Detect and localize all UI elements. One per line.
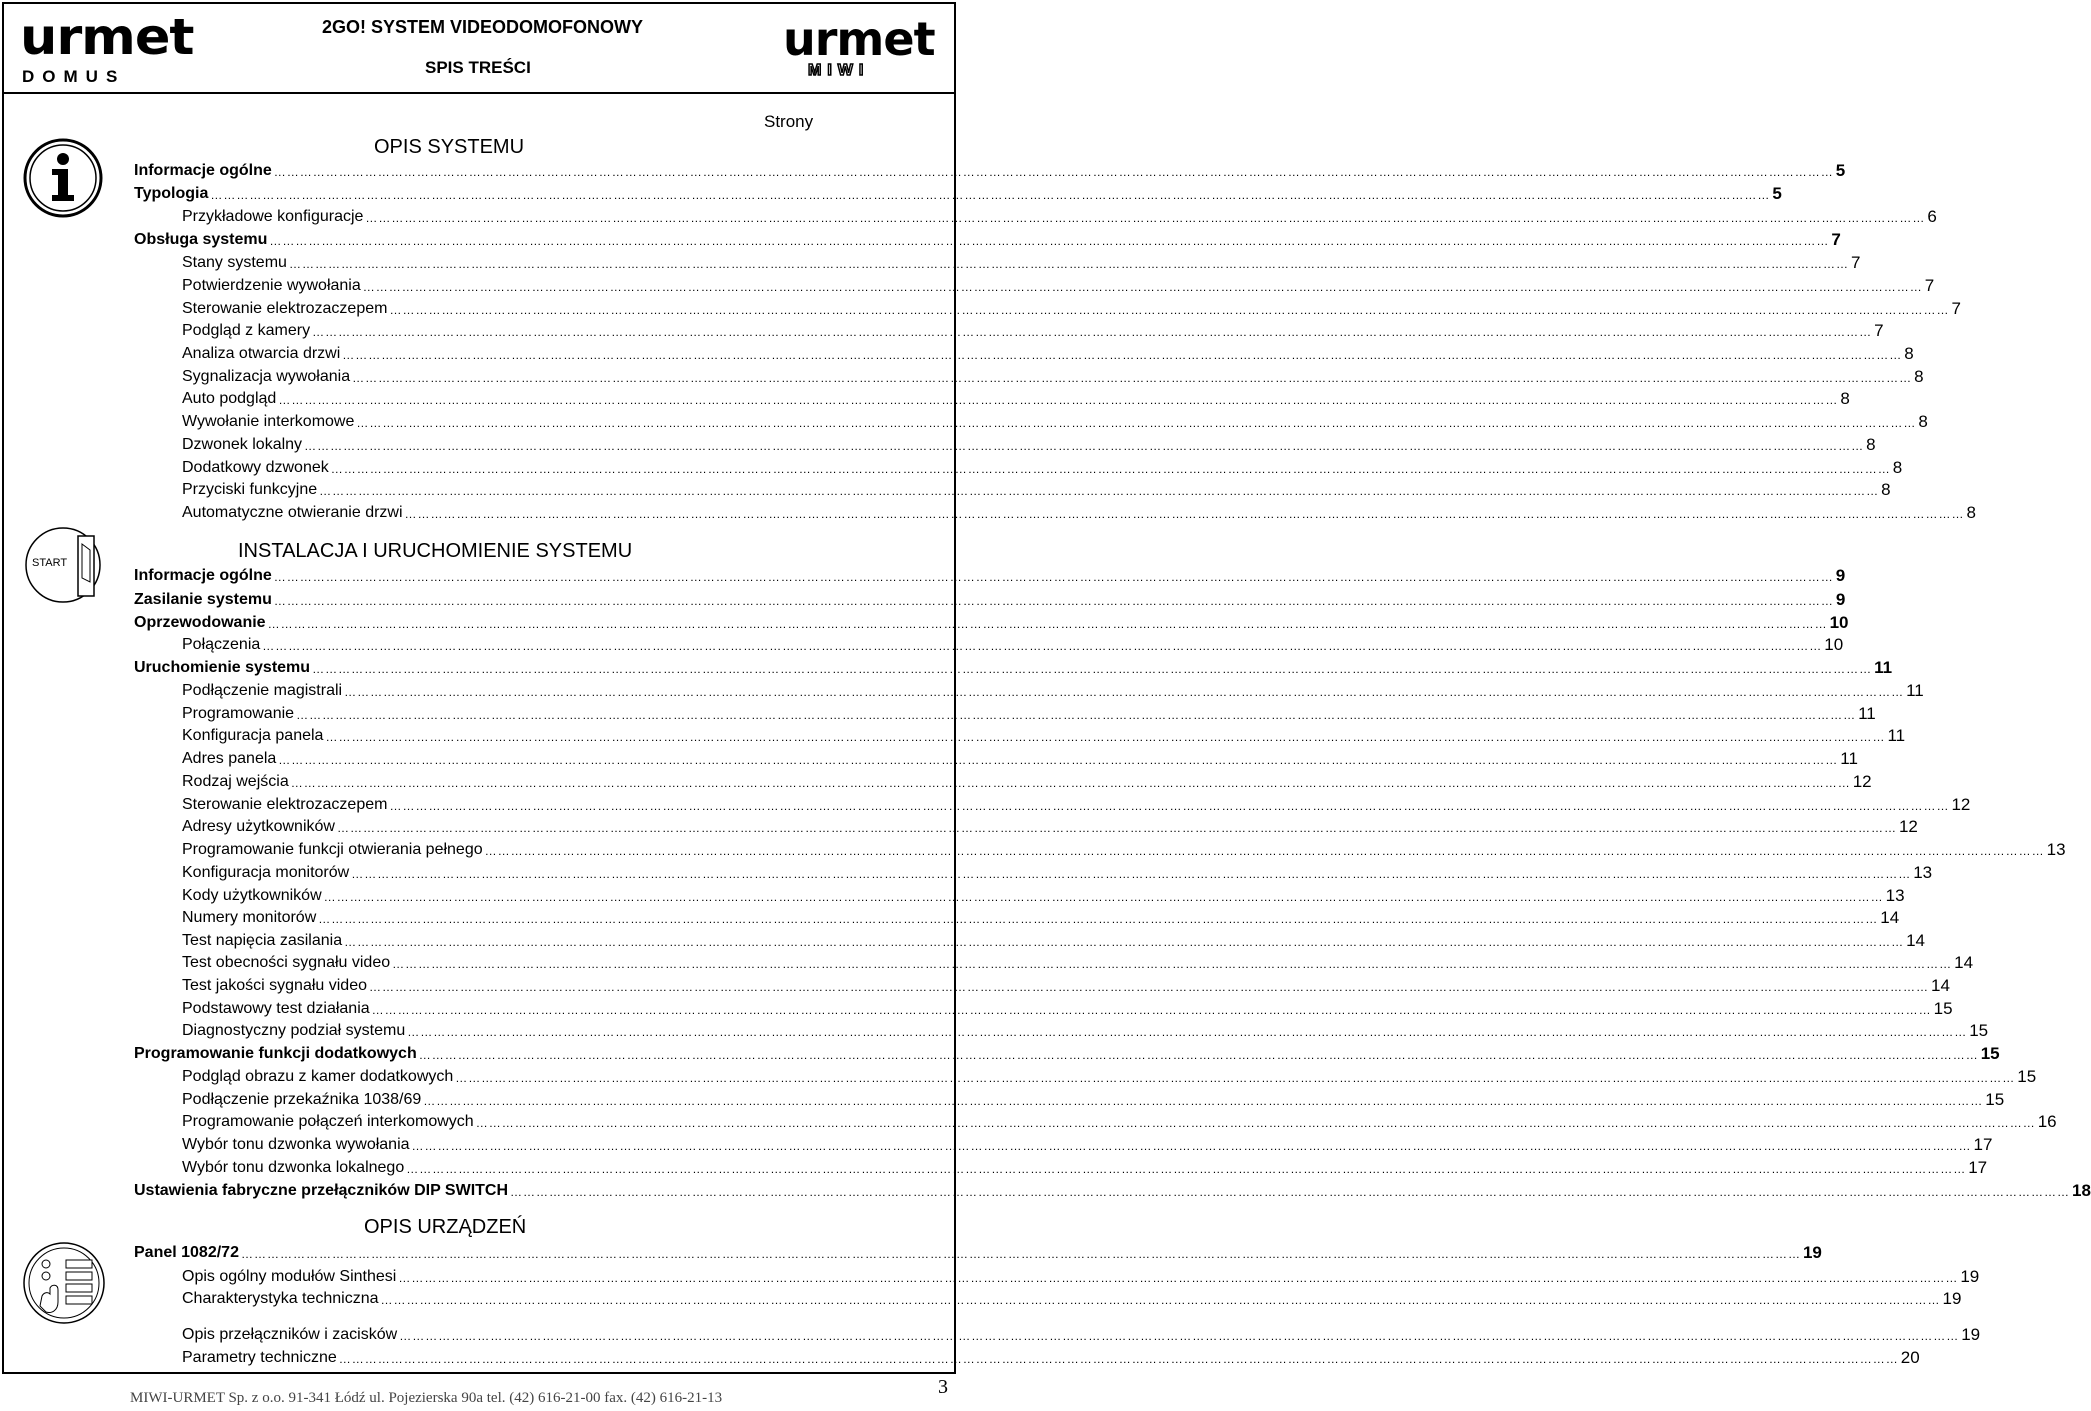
toc-entry-label: Obsługa systemu [134, 231, 268, 248]
toc-leader-dots: ……………………………………………………………………………………………………………………………………………………………………………………………………………………………………………………………………………………………………………………………… [338, 1352, 1899, 1366]
toc-entry-label: Auto podgląd [182, 390, 277, 407]
toc-entry-label: Połączenia [182, 636, 261, 653]
toc-entry[interactable] [182, 1109, 2057, 1131]
toc-entry[interactable] [182, 250, 1861, 272]
toc-entry[interactable] [182, 1064, 2037, 1086]
start-switch-icon [22, 526, 104, 604]
toc-entry[interactable] [134, 227, 1841, 249]
toc-leader-dots: ……………………………………………………………………………………………………………………………………………………………………………………………………………………………………………………………………………………………………………………………… [399, 1329, 1960, 1343]
toc-entry-label: Opis ogólny modułów Sinthesi [182, 1268, 397, 1285]
toc-entry[interactable] [134, 1178, 2091, 1200]
toc-leader-dots: ……………………………………………………………………………………………………………………………………………………………………………………………………………………………………………………………………………………………………………………………… [362, 280, 1923, 294]
toc-entry[interactable] [182, 1155, 1988, 1177]
toc-entry-page: 8 [1918, 412, 1928, 431]
toc-entry-page: 7 [1874, 321, 1884, 340]
toc-leader-dots: ……………………………………………………………………………………………………………………………………………………………………………………………………………………………………………………………………………………………………………………………… [365, 211, 1926, 225]
toc-entry-label: Rodzaj wejścia [182, 773, 289, 790]
toc-leader-dots: ……………………………………………………………………………………………………………………………………………………………………………………………………………………………………………………………………………………………………………………………… [312, 662, 1873, 676]
toc-entry[interactable] [182, 1322, 1981, 1344]
toc-entry-page: 7 [1924, 276, 1935, 295]
toc-entry-page: 19 [1961, 1325, 1981, 1344]
toc-leader-dots: ……………………………………………………………………………………………………………………………………………………………………………………………………………………………………………………………………………………………………………………………… [351, 867, 1912, 881]
toc-entry-page: 14 [1930, 976, 1950, 995]
toc-entry-page: 17 [1973, 1135, 1993, 1154]
toc-entry[interactable] [182, 746, 1858, 768]
toc-entry-page: 14 [1906, 931, 1926, 950]
toc-entry-page: 12 [1951, 795, 1971, 814]
toc-entry[interactable] [134, 610, 1849, 632]
toc-entry[interactable] [182, 678, 1924, 700]
toc-entry[interactable] [182, 273, 1935, 295]
toc-entry-page: 8 [1840, 389, 1850, 408]
toc-leader-dots: ……………………………………………………………………………………………………………………………………………………………………………………………………………………………………………………………………………………………………………………………… [380, 1293, 1941, 1307]
miwi-logo-text: MIWI [808, 62, 870, 79]
toc-entry[interactable] [182, 386, 1850, 408]
toc-entry-label: Konfiguracja panela [182, 727, 324, 744]
toc-entry-page: 8 [1914, 367, 1924, 386]
toc-leader-dots: ……………………………………………………………………………………………………………………………………………………………………………………………………………………………………………………………………………………………………………………………… [371, 1003, 1932, 1017]
toc-leader-dots: ……………………………………………………………………………………………………………………………………………………………………………………………………………………………………………………………………………………………………………………………… [290, 776, 1851, 790]
toc-entry-label: Analiza otwarcia drzwi [182, 345, 341, 362]
toc-entry[interactable] [182, 364, 1924, 386]
toc-entry-page: 19 [1942, 1289, 1962, 1308]
toc-entry-label: Potwierdzenie wywołania [182, 277, 361, 294]
toc-entry-page: 16 [2037, 1112, 2057, 1131]
toc-leader-dots: ……………………………………………………………………………………………………………………………………………………………………………………………………………………………………………………………………………………………………………………………… [325, 730, 1886, 744]
toc-leader-dots: ……………………………………………………………………………………………………………………………………………………………………………………………………………………………………………………………………………………………………………………………… [455, 1071, 2016, 1085]
pages-column-label: Strony [764, 112, 814, 131]
toc-entry-label: Przyciski funkcyjne [182, 481, 318, 498]
toc-entry-page: 10 [1829, 613, 1849, 632]
toc-leader-dots: ……………………………………………………………………………………………………………………………………………………………………………………………………………………………………………………………………………………………………………………………… [344, 685, 1905, 699]
toc-leader-dots: ……………………………………………………………………………………………………………………………………………………………………………………………………………………………………………………………………………………………………………………………… [356, 416, 1917, 430]
toc-leader-dots: ……………………………………………………………………………………………………………………………………………………………………………………………………………………………………………………………………………………………………………………………… [392, 957, 1953, 971]
toc-entry-label: Dodatkowy dzwonek [182, 459, 329, 476]
toc-leader-dots: ……………………………………………………………………………………………………………………………………………………………………………………………………………………………………………………………………………………………………………………………… [278, 753, 1839, 767]
toc-entry-page: 15 [1969, 1021, 1989, 1040]
section-title: OPIS URZĄDZEŃ [364, 1216, 527, 1238]
toc-entry-page: 8 [1904, 344, 1914, 363]
domus-logo-text: DOMUS [22, 67, 126, 86]
toc-entry-label: Sterowanie elektrozaczepem [182, 300, 388, 317]
toc-leader-dots: ……………………………………………………………………………………………………………………………………………………………………………………………………………………………………………………………………………………………………………………………… [389, 303, 1950, 317]
toc-entry-label: Przykładowe konfiguracje [182, 208, 364, 225]
toc-entry-label: Podłączenie przekaźnika 1038/69 [182, 1091, 422, 1108]
toc-entry-page: 12 [1898, 817, 1918, 836]
toc-entry-page: 5 [1835, 161, 1846, 180]
toc-entry-page: 6 [1927, 207, 1937, 226]
toc-entry-page: 19 [1802, 1243, 1822, 1262]
toc-leader-dots: ……………………………………………………………………………………………………………………………………………………………………………………………………………………………………………………………………………………………………………………………… [323, 890, 1884, 904]
toc-leader-dots: ……………………………………………………………………………………………………………………………………………………………………………………………………………………………………………………………………………………………………………………………… [510, 1185, 2071, 1199]
toc-entry-label: Programowanie funkcji otwierania pełnego [182, 841, 483, 858]
toc-entry-label: Kody użytkowników [182, 887, 322, 904]
toc-entry-label: Numery monitorów [182, 909, 317, 926]
toc-entry-label: Podgląd z kamery [182, 322, 311, 339]
toc-entry-page: 8 [1881, 480, 1891, 499]
toc-entry-page: 11 [1906, 681, 1924, 700]
document-title: 2GO! SYSTEM VIDEODOMOFONOWY [322, 17, 644, 37]
toc-entry-page: 20 [1900, 1348, 1920, 1367]
toc-entry-label: Zasilanie systemu [134, 591, 272, 608]
toc-leader-dots: ……………………………………………………………………………………………………………………………………………………………………………………………………………………………………………………………………………………………………………………………… [312, 325, 1873, 339]
toc-entry-label: Charakterystyka techniczna [182, 1290, 379, 1307]
toc-entry[interactable] [182, 1018, 1989, 1040]
toc-entry[interactable] [182, 860, 1933, 882]
toc-entry-label: Podłączenie magistrali [182, 682, 343, 699]
toc-entry-label: Ustawienia fabryczne przełączników DIP SWITCH [134, 1182, 509, 1199]
toc-entry-label: Adres panela [182, 750, 277, 767]
toc-entry[interactable] [182, 837, 2066, 859]
toc-entry[interactable] [182, 455, 1903, 477]
toc-leader-dots: ……………………………………………………………………………………………………………………………………………………………………………………………………………………………………………………………………………………………………………………………… [344, 935, 1905, 949]
toc-entry-page: 14 [1880, 908, 1900, 927]
header-divider [2, 92, 956, 94]
toc-leader-dots: ……………………………………………………………………………………………………………………………………………………………………………………………………………………………………………………………………………………………………………………………… [278, 393, 1839, 407]
start-menu-icon [22, 1240, 106, 1326]
toc-entry-page: 13 [2046, 840, 2066, 859]
toc-entry[interactable] [182, 950, 1974, 972]
toc-entry[interactable] [182, 769, 1872, 791]
toc-entry-page: 15 [1980, 1044, 2000, 1063]
toc-entry-label: Podstawowy test działania [182, 1000, 370, 1017]
toc-entry-label: Opis przełączników i zacisków [182, 1326, 398, 1343]
toc-entry[interactable] [134, 587, 1846, 609]
toc-leader-dots: ……………………………………………………………………………………………………………………………………………………………………………………………………………………………………………………………………………………………………………………………… [296, 708, 1857, 722]
toc-entry[interactable] [182, 432, 1876, 454]
toc-leader-dots: ……………………………………………………………………………………………………………………………………………………………………………………………………………………………………………………………………………………………………………………………… [330, 462, 1891, 476]
toc-leader-dots: ……………………………………………………………………………………………………………………………………………………………………………………………………………………………………………………………………………………………………………………………… [273, 594, 1834, 608]
toc-entry-page: 11 [1840, 749, 1858, 768]
toc-entry[interactable] [134, 655, 1893, 677]
toc-entry-page: 9 [1835, 566, 1846, 585]
toc-entry[interactable] [182, 632, 1844, 654]
toc-entry[interactable] [134, 1240, 1822, 1262]
toc-entry-page: 7 [1951, 299, 1961, 318]
toc-entry-page: 8 [1966, 503, 1977, 522]
toc-leader-dots: ……………………………………………………………………………………………………………………………………………………………………………………………………………………………………………………………………………………………………………………………… [406, 1162, 1967, 1176]
toc-leader-dots: ……………………………………………………………………………………………………………………………………………………………………………………………………………………………………………………………………………………………………………………………… [404, 507, 1965, 521]
toc-entry-page: 14 [1954, 953, 1974, 972]
toc-entry-label: Konfiguracja monitorów [182, 864, 350, 881]
toc-entry-page: 7 [1831, 230, 1841, 249]
toc-entry[interactable] [182, 1264, 1980, 1286]
toc-entry-page: 13 [1885, 886, 1905, 905]
toc-leader-dots: ……………………………………………………………………………………………………………………………………………………………………………………………………………………………………………………………………………………………………………………………… [319, 484, 1880, 498]
toc-entry[interactable] [182, 973, 1950, 995]
toc-entry[interactable] [182, 883, 1905, 905]
toc-leader-dots: ……………………………………………………………………………………………………………………………………………………………………………………………………………………………………………………………………………………………………………………………… [389, 799, 1950, 813]
toc-entry[interactable] [134, 158, 1846, 180]
toc-entry-label: Stany systemu [182, 254, 287, 271]
toc-entry[interactable] [182, 1132, 1993, 1154]
toc-entry[interactable] [182, 701, 1876, 723]
section-title: INSTALACJA I URUCHOMIENIE SYSTEMU [238, 540, 633, 562]
toc-leader-dots: ……………………………………………………………………………………………………………………………………………………………………………………………………………………………………………………………………………………………………………………………… [210, 188, 1771, 202]
toc-entry-label: Informacje ogólne [134, 162, 272, 179]
toc-entry-page: 18 [2072, 1181, 2091, 1200]
toc-entry-page: 5 [1772, 184, 1782, 203]
toc-entry-label: Wybór tonu dzwonka wywołania [182, 1136, 410, 1153]
toc-entry-page: 8 [1866, 435, 1876, 454]
toc-entry[interactable] [134, 1041, 2000, 1063]
page-number: 3 [938, 1376, 948, 1398]
toc-entry-label: Wybór tonu dzwonka lokalnego [182, 1159, 405, 1176]
toc-leader-dots: ……………………………………………………………………………………………………………………………………………………………………………………………………………………………………………………………………………………………………………………………… [368, 980, 1929, 994]
toc-entry-label: Test napięcia zasilania [182, 932, 343, 949]
toc-leader-dots: ……………………………………………………………………………………………………………………………………………………………………………………………………………………………………………………………………………………………………………………………… [418, 1048, 1979, 1062]
toc-entry[interactable] [182, 1286, 1962, 1308]
toc-entry-page: 11 [1874, 658, 1893, 677]
toc-entry-label: Programowanie [182, 705, 295, 722]
toc-entry-page: 15 [1933, 999, 1953, 1018]
toc-entry-label: Podgląd obrazu z kamer dodatkowych [182, 1068, 454, 1085]
info-icon [22, 137, 104, 219]
toc-entry[interactable] [182, 204, 1937, 226]
toc-leader-dots: ……………………………………………………………………………………………………………………………………………………………………………………………………………………………………………………………………………………………………………………………… [352, 371, 1913, 385]
toc-leader-dots: ……………………………………………………………………………………………………………………………………………………………………………………………………………………………………………………………………………………………………………………………… [342, 348, 1903, 362]
toc-leader-dots: ……………………………………………………………………………………………………………………………………………………………………………………………………………………………………………………………………………………………………………………………… [273, 570, 1834, 584]
toc-entry-page: 19 [1960, 1267, 1980, 1286]
toc-leader-dots: ……………………………………………………………………………………………………………………………………………………………………………………………………………………………………………………………………………………………………………………………… [304, 439, 1865, 453]
toc-entry-label: Adresy użytkowników [182, 818, 335, 835]
toc-entry-label: Panel 1082/72 [134, 1244, 239, 1261]
toc-entry[interactable] [134, 563, 1846, 585]
toc-entry-page: 8 [1892, 458, 1903, 477]
toc-entry-label: Test jakości sygnału video [182, 977, 367, 994]
urmet-logo-left: urmet [20, 8, 194, 66]
toc-entry[interactable] [182, 500, 1977, 522]
toc-leader-dots: ……………………………………………………………………………………………………………………………………………………………………………………………………………………………………………………………………………………………………………………………… [423, 1094, 1984, 1108]
toc-leader-dots: ……………………………………………………………………………………………………………………………………………………………………………………………………………………………………………………………………………………………………………………………… [240, 1247, 1801, 1261]
toc-leader-dots: ……………………………………………………………………………………………………………………………………………………………………………………………………………………………………………………………………………………………………………………………… [398, 1271, 1959, 1285]
toc-entry[interactable] [182, 318, 1884, 340]
toc-entry-label: Automatyczne otwieranie drzwi [182, 504, 403, 521]
toc-entry-page: 15 [2017, 1067, 2037, 1086]
toc-entry[interactable] [182, 477, 1891, 499]
toc-entry[interactable] [182, 723, 1906, 745]
toc-entry[interactable] [182, 1345, 1920, 1367]
toc-entry-page: 9 [1835, 590, 1846, 609]
document-subtitle: SPIS TREŚCI [425, 58, 531, 77]
toc-entry[interactable] [182, 1087, 2005, 1109]
toc-leader-dots: ……………………………………………………………………………………………………………………………………………………………………………………………………………………………………………………………………………………………………………………………… [267, 617, 1828, 631]
toc-entry-label: Wywołanie interkomowe [182, 413, 355, 430]
toc-entry[interactable] [182, 341, 1914, 363]
footer-address: MIWI-URMET Sp. z o.o. 91-341 Łódź ul. Pojezierska 90a tel. (42) 616-21-00 fax. (42) 616-21-13 [130, 1390, 723, 1406]
toc-entry-label: Programowanie połączeń interkomowych [182, 1113, 474, 1130]
toc-entry-label: Diagnostyczny podział systemu [182, 1022, 406, 1039]
toc-leader-dots: ……………………………………………………………………………………………………………………………………………………………………………………………………………………………………………………………………………………………………………………………… [262, 639, 1823, 653]
toc-entry-label: Programowanie funkcji dodatkowych [134, 1045, 417, 1062]
toc-entry-page: 13 [1913, 863, 1933, 882]
toc-entry-label: Parametry techniczne [182, 1349, 337, 1366]
toc-leader-dots: ……………………………………………………………………………………………………………………………………………………………………………………………………………………………………………………………………………………………………………………………… [475, 1116, 2036, 1130]
toc-entry-label: Sygnalizacja wywołania [182, 368, 351, 385]
start-label: START [32, 557, 68, 569]
toc-entry-page: 11 [1858, 704, 1876, 723]
toc-entry-page: 11 [1887, 726, 1906, 745]
toc-entry[interactable] [182, 296, 1961, 318]
toc-entry-page: 10 [1824, 635, 1844, 654]
toc-entry[interactable] [182, 996, 1953, 1018]
toc-entry[interactable] [182, 409, 1928, 431]
toc-leader-dots: ……………………………………………………………………………………………………………………………………………………………………………………………………………………………………………………………………………………………………………………………… [273, 165, 1834, 179]
toc-entry-page: 15 [1985, 1090, 2005, 1109]
toc-entry-label: Informacje ogólne [134, 567, 272, 584]
toc-entry-label: Oprzewodowanie [134, 614, 266, 631]
toc-entry[interactable] [182, 928, 1926, 950]
toc-entry-label: Uruchomienie systemu [134, 659, 311, 676]
toc-entry[interactable] [182, 814, 1918, 836]
toc-entry-label: Typologia [134, 185, 209, 202]
toc-leader-dots: ……………………………………………………………………………………………………………………………………………………………………………………………………………………………………………………………………………………………………………………………… [411, 1139, 1972, 1153]
toc-entry-label: Test obecności sygnału video [182, 954, 391, 971]
section-title: OPIS SYSTEMU [374, 136, 525, 158]
toc-leader-dots: ……………………………………………………………………………………………………………………………………………………………………………………………………………………………………………………………………………………………………………………………… [407, 1025, 1968, 1039]
toc-leader-dots: ……………………………………………………………………………………………………………………………………………………………………………………………………………………………………………………………………………………………………………………………… [318, 912, 1879, 926]
toc-leader-dots: ……………………………………………………………………………………………………………………………………………………………………………………………………………………………………………………………………………………………………………………………… [288, 257, 1849, 271]
toc-entry-label: Dzwonek lokalny [182, 436, 303, 453]
toc-entry-page: 17 [1968, 1158, 1988, 1177]
toc-entry-label: Sterowanie elektrozaczepem [182, 796, 388, 813]
toc-entry[interactable] [182, 905, 1900, 927]
toc-entry[interactable] [134, 181, 1782, 203]
toc-entry[interactable] [182, 792, 1971, 814]
toc-entry-page: 7 [1850, 253, 1861, 272]
toc-entry-page: 12 [1852, 772, 1872, 791]
toc-leader-dots: ……………………………………………………………………………………………………………………………………………………………………………………………………………………………………………………………………………………………………………………………… [484, 844, 2045, 858]
toc-leader-dots: ……………………………………………………………………………………………………………………………………………………………………………………………………………………………………………………………………………………………………………………………… [336, 821, 1897, 835]
toc-leader-dots: ……………………………………………………………………………………………………………………………………………………………………………………………………………………………………………………………………………………………………………………………… [269, 234, 1830, 248]
urmet-logo-right: urmet [783, 12, 935, 66]
